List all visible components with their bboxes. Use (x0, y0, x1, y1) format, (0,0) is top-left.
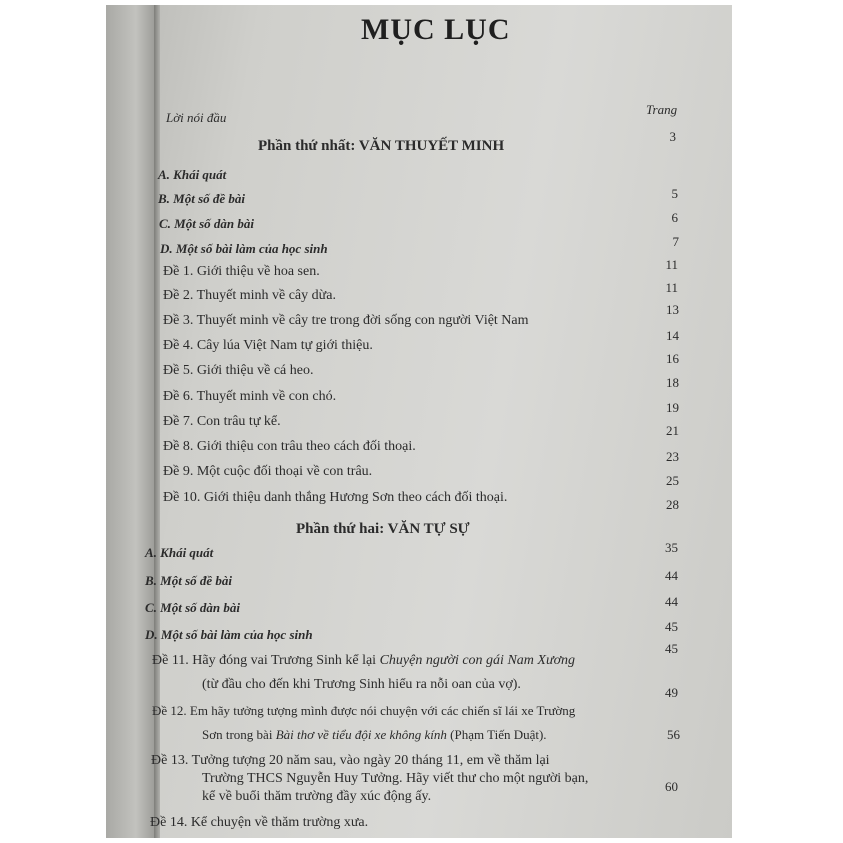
toc-section: D. Một số bài làm của học sinh (145, 627, 313, 642)
toc-page: 44 (665, 568, 678, 583)
toc-item: Đề 1. Giới thiệu về hoa sen. (163, 264, 320, 279)
toc-item: Đề 10. Giới thiệu danh thắng Hương Sơn theo cách đối thoại. (163, 490, 508, 505)
toc-section: C. Một số dàn bài (145, 600, 240, 615)
part1-heading: Phần thứ nhất: VĂN THUYẾT MINH (258, 138, 505, 154)
toc-item-cont: Trường THCS Nguyễn Huy Tưởng. Hãy viết thư cho một người bạn, (202, 771, 589, 786)
book-page (106, 5, 732, 838)
toc-item: Đề 4. Cây lúa Việt Nam tự giới thiệu. (163, 338, 373, 353)
toc-item-cont: (từ đầu cho đến khi Trương Sinh hiểu ra nỗi oan của vợ). (202, 677, 521, 692)
toc-section: A. Khái quát (158, 167, 227, 182)
toc-page: 49 (665, 685, 678, 700)
toc-item-cont: kể về buổi thăm trường đầy xúc động ấy. (202, 789, 432, 804)
page-title: MỤC LỤC (361, 13, 511, 46)
toc-section: B. Một số đề bài (145, 573, 233, 588)
toc-page: 21 (666, 423, 679, 438)
preface-page: 3 (669, 129, 676, 144)
toc-page: 14 (666, 328, 679, 343)
toc-item: Đề 11. Hãy đóng vai Trương Sinh kể lại Chuyện người con gái Nam Xương (152, 653, 576, 668)
toc-item: Đề 2. Thuyết minh về cây dừa. (163, 288, 336, 303)
toc-page: 7 (672, 234, 679, 249)
toc-item-cont: Sơn trong bài Bài thơ về tiểu đội xe không kính (Phạm Tiến Duật). (202, 727, 547, 742)
toc-page: 23 (666, 449, 679, 464)
toc-item: Đề 13. Tưởng tượng 20 năm sau, vào ngày 20 tháng 11, em về thăm lại (151, 753, 550, 768)
toc-page: 25 (666, 473, 679, 488)
toc-page: 45 (665, 619, 678, 634)
toc-item: Đề 7. Con trâu tự kể. (163, 414, 281, 429)
toc-page: 44 (665, 594, 678, 609)
toc-item: Đề 9. Một cuộc đối thoại về con trâu. (163, 464, 373, 479)
toc-page: 11 (665, 257, 678, 272)
toc-page: 28 (666, 497, 679, 512)
toc-page: 35 (665, 540, 678, 555)
toc-page: 18 (666, 375, 679, 390)
toc-item: Đề 3. Thuyết minh về cây tre trong đời sống con người Việt Nam (163, 313, 529, 328)
toc-section: C. Một số dàn bài (159, 216, 254, 231)
part2-heading: Phần thứ hai: VĂN TỰ SỰ (296, 521, 470, 537)
toc-page: 56 (667, 727, 680, 742)
toc-section: B. Một số đề bài (158, 191, 246, 206)
toc-page: 11 (665, 280, 678, 295)
toc-page: 6 (671, 210, 678, 225)
toc-item: Đề 12. Em hãy tưởng tượng mình được nói chuyện với các chiến sĩ lái xe Trường (152, 703, 576, 718)
toc-page: 60 (665, 779, 678, 794)
preface-label: Lời nói đầu (166, 110, 227, 125)
toc-item: Đề 6. Thuyết minh về con chó. (163, 389, 337, 404)
toc-page: 16 (666, 351, 679, 366)
page-column-label: Trang (646, 102, 678, 117)
toc-page: 13 (666, 302, 679, 317)
toc-section: A. Khái quát (145, 545, 214, 560)
toc-page: 5 (671, 186, 678, 201)
toc-page: 19 (666, 400, 679, 415)
toc-page: 45 (665, 641, 678, 656)
toc-item: Đề 5. Giới thiệu về cá heo. (163, 363, 314, 378)
toc-item: Đề 8. Giới thiệu con trâu theo cách đối thoại. (163, 439, 416, 454)
toc-section: D. Một số bài làm của học sinh (160, 241, 328, 256)
toc-item: Đề 14. Kể chuyện về thăm trường xưa. (150, 815, 369, 830)
left-page-edge (106, 5, 156, 838)
